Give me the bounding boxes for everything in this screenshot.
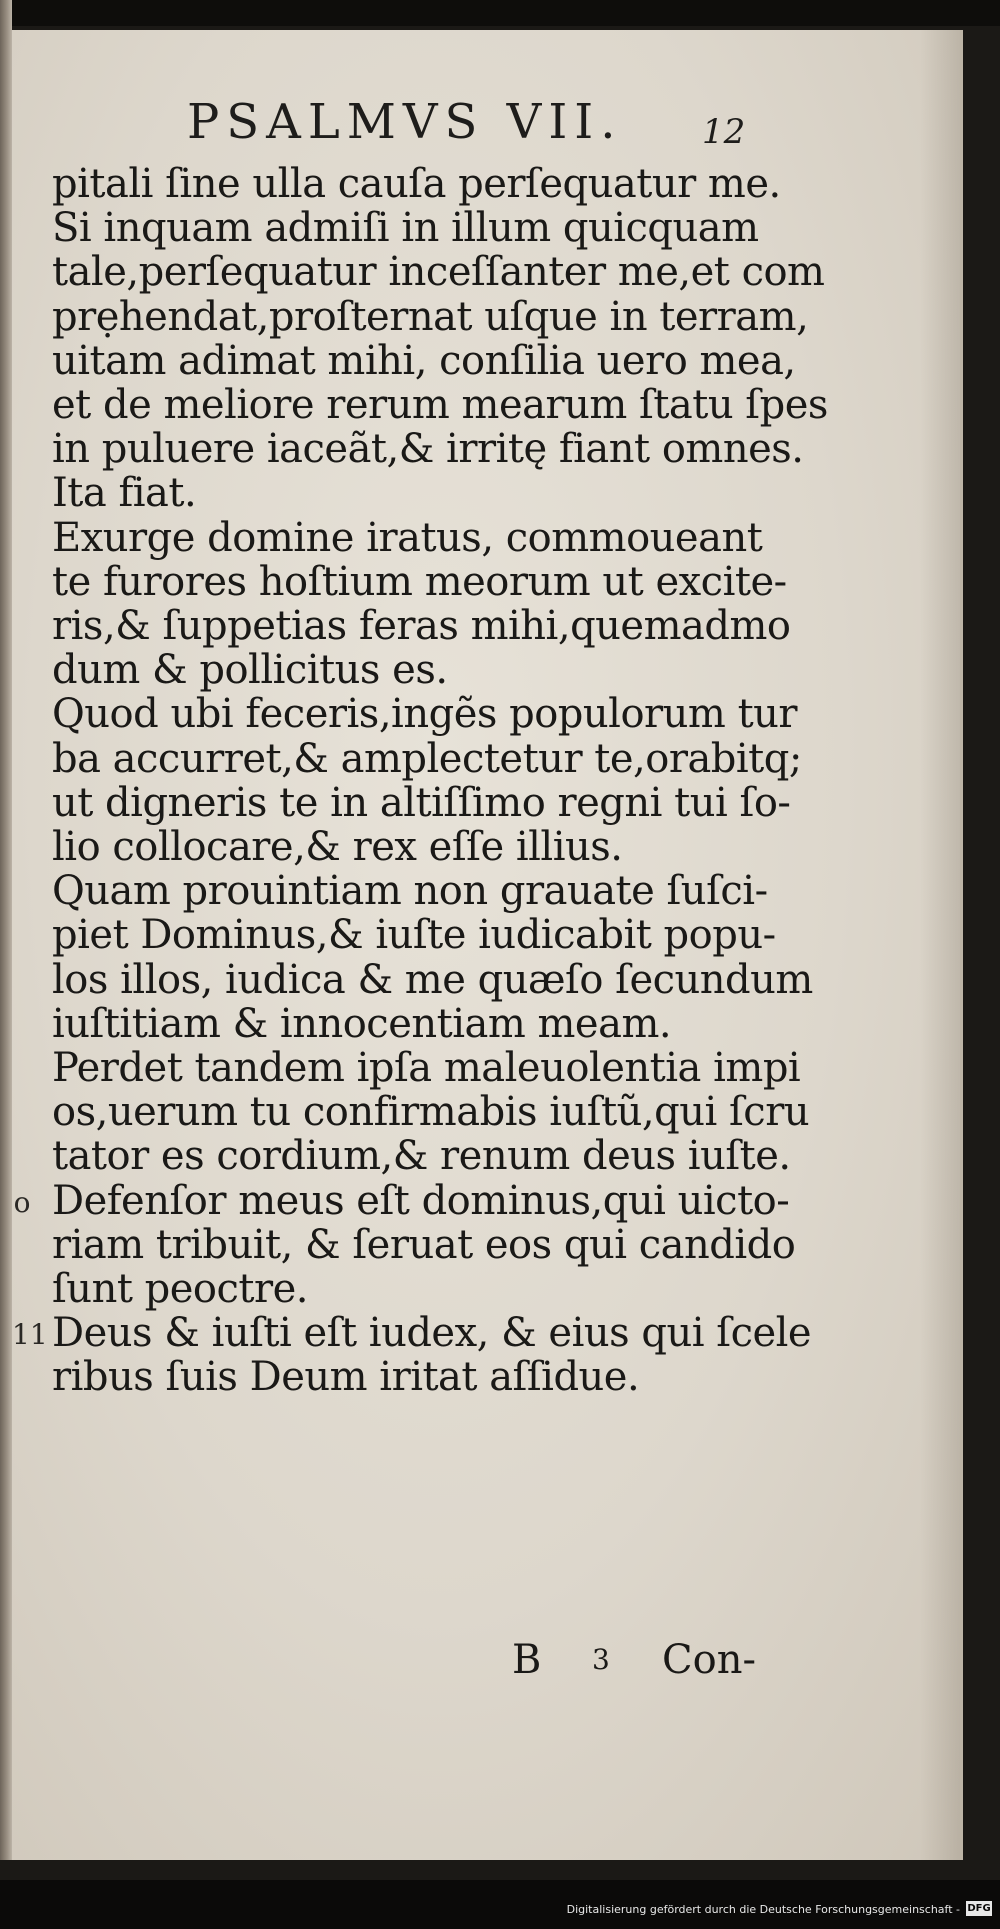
text-line: ſunt peoctre. [52,1266,308,1312]
text-line: Deus & iuſti eſt iudex, & eius qui ſcele [52,1310,812,1357]
text-line: riam tribuit, & ſeruat eos qui candido [52,1221,796,1268]
text-line: ribus ſuis Deum iritat aſſidue. [52,1354,640,1401]
scan-top-border [0,0,1000,26]
text-line: Defenſor meus eſt dominus,qui uicto- [52,1177,790,1224]
text-line: Ita fiat. [52,470,197,517]
book-spine-edge [0,0,12,1860]
text-line: los illos, iudica & me quæſo ſecundum [52,956,813,1003]
text-line: pitali ſine ulla cauſa perſequatur me. [52,161,781,207]
text-line: tator es cordium,& renum deus iuſte. [52,1133,791,1180]
text-line: tale,perſequatur inceſſanter me,et com [52,249,825,296]
signature-number: 3 [592,1643,610,1676]
text-line: iuſtitiam & innocentiam meam. [52,1000,672,1047]
text-line: in puluere iaceãt,& irritę fiant omnes. [52,426,804,473]
verse-number: 11 [12,1318,48,1352]
catchword: Con- [662,1637,756,1683]
text-line: os,uerum tu confirmabis iuſtũ,qui ſcru [52,1089,810,1136]
text-line: piet Dominus,& iuſte iudicabit popu- [52,912,776,959]
folio-number: 12 [702,112,746,152]
text-line: Exurge domine iratus, commoueant [52,514,763,561]
text-line: te furores hoſtium meorum ut excite- [52,558,787,605]
dfg-logo: DFG [967,1903,991,1914]
text-line: Si inquam admiſi in illum quicquam [52,205,759,252]
text-line: dum & pollicitus es. [52,647,448,694]
text-line: et de meliore rerum mearum ſtatu ſpes [52,382,828,428]
book-page [12,30,963,1860]
running-head: PSALMVS VII. [187,94,623,150]
text-line: ut digneris te in altiſſimo regni tui ſo- [52,779,791,826]
text-line: ba accurret,& amplectetur te,orabitq; [52,735,802,782]
footer-credit: Digitalisierung gefördert durch die Deutsche Forschungsgemeinschaft - [566,1903,960,1916]
signature-mark: B [512,1637,542,1683]
text-line: prẹhendat,proſternat uſque in terram, [52,293,809,340]
text-line: Perdet tandem ipſa maleuolentia impi [52,1045,801,1091]
text-line: ris,& ſuppetias feras mihi,quemadmo [52,603,791,649]
text-line: lio collocare,& rex eſſe illius. [52,824,623,870]
text-line: Quam prouintiam non grauate ſuſci- [52,868,768,915]
text-line: Quod ubi feceris,ingẽs populorum tur [52,691,798,738]
verse-number: o [13,1185,31,1219]
text-line: uitam adimat mihi, conſilia uero mea, [52,337,796,384]
